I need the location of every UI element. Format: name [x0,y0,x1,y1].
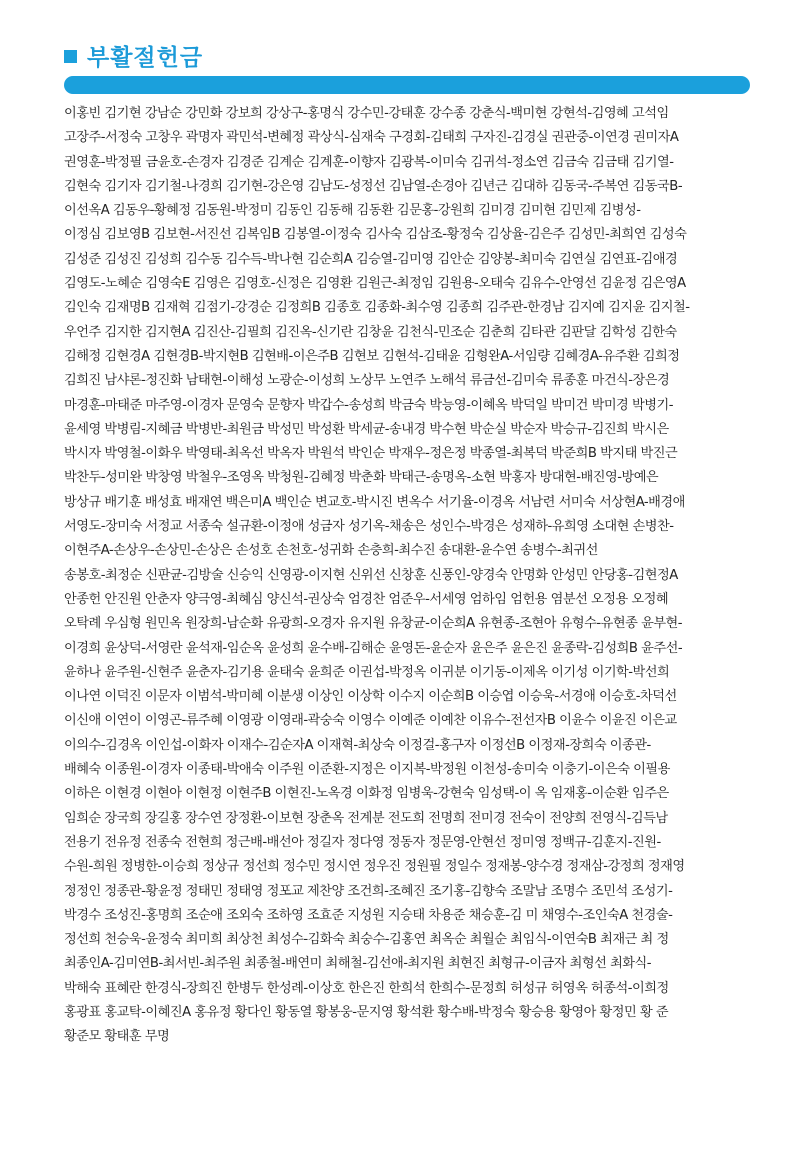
donor-name-line: 권영훈-박정필 금윤호-손경자 김경준 김계순 김계훈-이향자 김광복-이미숙 김귀석-정소연 김금숙 김금태 김기열- [64,154,674,170]
donor-name-line: 이신애 이연이 이영곤-류주혜 이영광 이영래-곽숭숙 이영수 이예준 이예찬 이유수-전선자B 이윤수 이윤진 이은교 [64,713,677,729]
donor-name-line: 이하은 이현경 이현아 이현정 이현주B 이현진-노옥경 이화정 임병욱-강현숙 임성택-이 옥 임재홍-이순환 임주은 [64,786,669,802]
donor-name-line: 우언주 김지한 김지현A 김진산-김필희 김진옥-신기란 김창윤 김천식-민조순 김춘희 김타관 김판달 김학성 김한숙 [64,324,677,340]
donor-name-line: 김희진 남샤론-정진화 남태현-이해성 노광순-이성희 노상무 노연주 노해석 류금선-김미숙 류종훈 마건식-장은경 [64,373,670,389]
donor-name-line: 김성준 김성진 김성희 김수동 김수득-박나현 김순희A 김승열-김미영 김안순 김양봉-최미숙 김연실 김연표-김애경 [64,251,678,267]
title-underline-bar [64,76,750,94]
donor-name-line: 이홍빈 김기현 강남순 강민화 강보희 강상구-홍명식 강수민-강태훈 강수종 강춘식-백미현 강현석-김영혜 고석임 [64,106,669,121]
donor-name-line: 김영도-노혜순 김영숙E 김영은 김영호-신정은 김영환 김원근-최정임 김원용-오태숙 김유수-안영선 김윤정 김은영A [64,276,686,292]
donor-name-line: 이의수-김경옥 이인섭-이화자 이재수-김순자A 이재혁-최상숙 이정걸-홍구자 이정선B 이정재-장희숙 이종관- [64,737,651,753]
donor-name-line: 김해정 김현경A 김현경B-박지현B 김현배-이은주B 김현보 김현석-김태윤 김형완A-서임량 김혜경A-유주환 김희정 [64,348,680,364]
donor-name-line: 임희순 장국희 장길홍 장수연 장정환-이보현 장춘옥 전계분 전도희 전명희 전미경 전숙이 전양희 전영식-김득남 [64,810,668,826]
donor-name-line: 박찬두-성미완 박창영 박철우-조영옥 박청원-김혜정 박춘화 박태근-송명옥-소현 박홍자 방대현-배진영-방예은 [64,470,659,486]
donor-name-line: 정정인 정종관-황윤정 정태민 정태영 정포교 제찬양 조건희-조혜진 조기홍-김향숙 조말남 조명수 조민석 조성기- [64,883,673,899]
donor-name-line: 정선희 천승욱-윤정숙 최미희 최상천 최성수-김화숙 최숭수-김홍연 최옥순 최월순 최임식-이연숙B 최재근 최 정 [64,932,669,948]
donor-name-line: 전용기 전유정 전종숙 전현희 정근배-배선아 정길자 정다영 정동자 정문영-안현선 정미영 정백규-김훈지-진원- [64,834,661,850]
donor-name-line: 송봉호-최정순 신판균-김방술 신승익 신영광-이지현 신위선 신창훈 신풍인-양경숙 안명화 안성민 안당홍-김현정A [64,567,678,583]
donor-name-line: 마경훈-마태준 마주영-이경자 문영숙 문향자 박갑수-송성희 박금숙 박능영-이혜옥 박덕일 박미건 박미경 박병기- [64,397,673,413]
donor-name-line: 김인숙 김재명B 김재혁 김점기-강경순 김정희B 김종호 김종화-최수영 김종희 김주관-한경남 김지예 김지윤 김지철- [64,300,690,316]
donor-name-line: 윤세영 박병림-지혜금 박병반-최원금 박성민 박성환 박세균-송내경 박수현 박순실 박순자 박승규-김진희 박시은 [64,421,669,437]
donor-name-line: 수원-희원 정병한-이승희 정상규 정선희 정수민 정시연 정우진 정원필 정일수 정재봉-양수경 정재삼-강정희 정재영 [64,859,685,875]
donor-name-line: 윤하나 윤주원-신현주 윤춘자-김기용 윤태숙 윤희준 이권섭-박정옥 이귀분 이기동-이제옥 이기성 이기학-박선희 [64,664,670,680]
donor-name-line: 안종헌 안진원 안춘자 양극영-최혜심 양신석-권상숙 엄경찬 엄준우-서세영 엄하임 엄헌용 염분선 오정용 오정혜 [64,591,669,607]
donor-name-line: 최종인A-김미연B-최서빈-최주원 최종철-배연미 최해철-김선애-최지원 최현진 최형규-이금자 최형선 최화식- [64,956,652,972]
donor-name-line: 서영도-장미숙 서정교 서종숙 설규환-이정애 성금자 성기옥-채송은 성인수-박경은 성재하-유희영 소대현 손병찬- [64,519,674,535]
donor-name-line: 이현주A-손상우-손상민-손상은 손성호 손천호-성귀화 손충희-최수진 송대환-윤수연 송병수-최귀선 [64,543,598,559]
donor-name-line: 박경수 조성진-홍명희 조순애 조외숙 조하영 조효준 지성원 지승태 차용준 채승훈-김 미 채영수-조인숙A 천경술- [64,907,673,923]
donor-name-line: 오탁례 우심형 원민옥 원장희-남순화 유광희-오경자 유지원 유창균-이순희A 유현종-조현아 유형수-유현종 윤부현- [64,616,683,632]
section-header [64,40,203,70]
donor-name-line: 황준모 황태훈 무명 [64,1029,170,1045]
donor-name-line: 이정심 김보영B 김보현-서진선 김복임B 김봉열-이정숙 김사숙 김삼조-황정숙 김상율-김은주 김성민-최희연 김성숙 [64,227,687,243]
donor-name-line: 방상규 배기훈 배성효 배재연 백은미A 백인순 변교호-박시진 변옥수 서기율-이경옥 서남련 서미숙 서상현A-배경애 [64,494,685,510]
donor-name-line: 박시자 박영철-이화우 박영태-최옥선 박옥자 박원석 박인순 박재우-정은정 박종열-최복덕 박준희B 박지태 박진근 [64,446,678,462]
donor-name-line: 홍광표 홍교탁-이혜진A 홍유정 황다인 황동열 황봉웅-문지영 황석환 황수배-박정숙 황승용 황영아 황정민 황 준 [64,1004,669,1020]
title-bullet-icon [64,50,77,63]
section-title: 부활절헌금 [87,44,204,71]
donor-name-line: 이선옥A 김동우-황혜정 김동원-박정미 김동인 김동해 김동환 김문홍-강원희 김미경 김미현 김민제 김병성- [64,203,641,219]
donor-name-line: 이나연 이덕진 이문자 이범석-박미혜 이분생 이상인 이상학 이수지 이순희B 이승엽 이승욱-서경애 이승호-차덕선 [64,689,677,705]
donor-name-line: 박해숙 표혜란 한경식-장희진 한병두 한성례-이상호 한은진 한희석 한희수-문정희 허성규 허영옥 허종석-이희정 [64,980,669,996]
donor-name-line: 이경희 윤상덕-서영란 윤석재-임순옥 윤성희 윤수배-김해순 윤영돈-윤순자 윤은주 윤은진 윤종락-김성희B 윤주선- [64,640,683,656]
donor-name-line: 김현숙 김기자 김기철-나경희 김기현-강은영 김남도-성정선 김남열-손경아 김년근 김대하 김동국-주복연 김동국B- [64,178,683,194]
donor-name-line: 배혜숙 이종원-이경자 이종태-박애숙 이주원 이준환-지정은 이지복-박정원 이천성-송미숙 이충기-이은숙 이필용 [64,762,670,778]
donor-names [64,102,754,1142]
donor-name-line: 고장주-서정숙 고창우 곽명자 곽민석-변혜정 곽상식-심재숙 구경회-김태희 구자진-김경실 권관중-이연경 권미자A [64,130,679,146]
